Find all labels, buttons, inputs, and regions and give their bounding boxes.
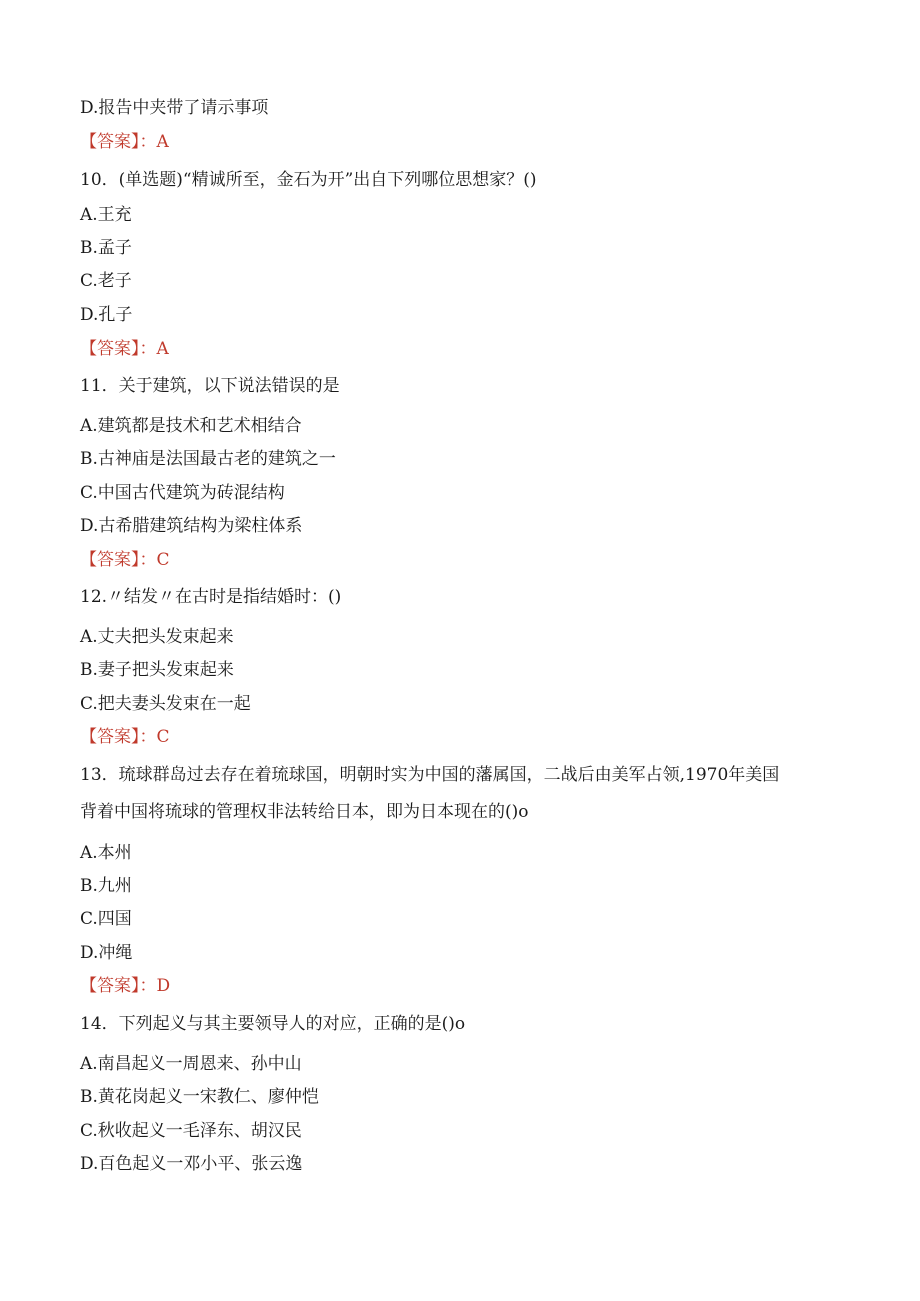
question-14: 14．下列起义与其主要领导人的对应，正确的是()o — [80, 1014, 466, 1034]
option-14a: A.南昌起义一周恩来、孙中山 — [80, 1054, 302, 1074]
option-11b: B.古神庙是法国最古老的建筑之一 — [80, 449, 336, 469]
option-9d: D.报告中夹带了请示事项 — [80, 98, 269, 118]
option-14b: B.黄花岗起义一宋教仁、廖仲恺 — [80, 1087, 319, 1107]
option-13c: C.四国 — [80, 909, 132, 929]
option-11c: C.中国古代建筑为砖混结构 — [80, 483, 285, 503]
question-12: 12.〃结发〃在古时是指结婚时：() — [80, 587, 342, 607]
option-13d: D.冲绳 — [80, 943, 133, 963]
question-13-cont: 背着中国将琉球的管理权非法转给日本，即为日本现在的()o — [80, 802, 529, 822]
answer-10: 【答案】：A — [80, 339, 169, 359]
question-13: 13．琉球群岛过去存在着琉球国，明朝时实为中国的藩属国，二战后由美军占领,1970年美国 — [80, 765, 780, 785]
option-14d: D.百色起义一邓小平、张云逸 — [80, 1154, 303, 1174]
option-13a: A.本州 — [80, 843, 132, 863]
option-11d: D.古希腊建筑结构为梁柱体系 — [80, 516, 303, 536]
answer-13: 【答案】：D — [80, 976, 171, 996]
option-12a: A.丈夫把头发束起来 — [80, 627, 234, 647]
answer-9: 【答案】：A — [80, 132, 169, 152]
option-10c: C.老子 — [80, 271, 132, 291]
option-10d: D.孔子 — [80, 305, 133, 325]
option-12c: C.把夫妻头发束在一起 — [80, 694, 251, 714]
question-10: 10．(单选题)“精诚所至，金石为开”出自下列哪位思想家？() — [80, 170, 537, 190]
option-11a: A.建筑都是技术和艺术相结合 — [80, 416, 302, 436]
option-12b: B.妻子把头发束起来 — [80, 660, 234, 680]
option-10a: A.王充 — [80, 205, 132, 225]
answer-11: 【答案】：C — [80, 550, 170, 570]
answer-12: 【答案】：C — [80, 727, 170, 747]
option-13b: B.九州 — [80, 876, 132, 896]
question-11: 11．关于建筑，以下说法错误的是 — [80, 376, 340, 396]
option-14c: C.秋收起义一毛泽东、胡汉民 — [80, 1121, 302, 1141]
option-10b: B.孟子 — [80, 238, 132, 258]
